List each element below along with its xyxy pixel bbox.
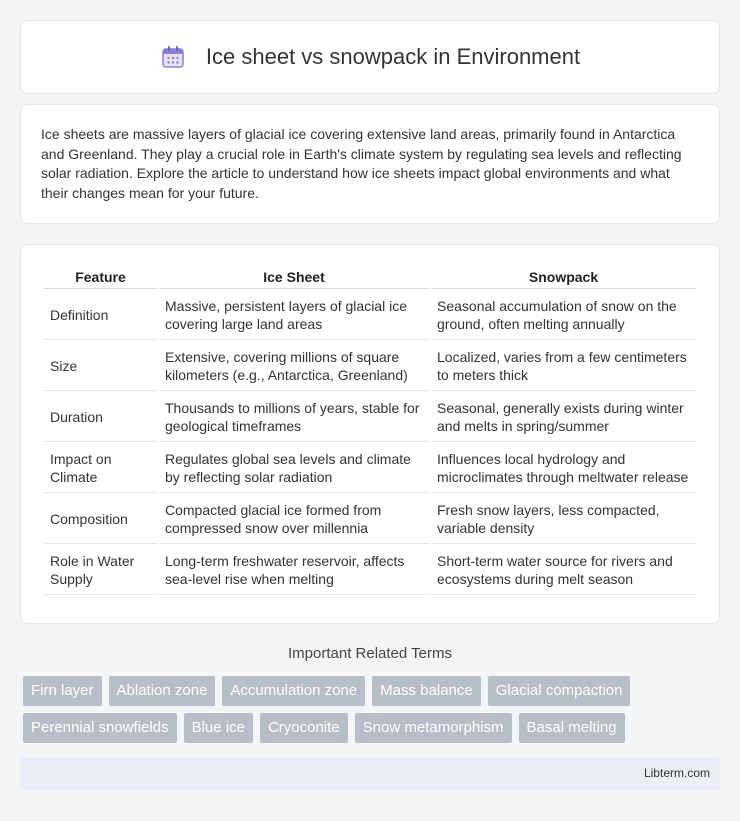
- table-cell: Composition: [44, 495, 157, 544]
- table-cell: Impact on Climate: [44, 444, 157, 493]
- related-terms-list: [23, 676, 723, 743]
- table-cell: Seasonal accumulation of snow on the ground, often melting annually: [431, 291, 696, 340]
- related-term-tag[interactable]: Cryoconite: [260, 713, 348, 743]
- table-cell: Influences local hydrology and microclimates through meltwater release: [431, 444, 696, 493]
- footer: [20, 757, 720, 790]
- table-row: [44, 291, 696, 340]
- table-row: [44, 393, 696, 442]
- table-cell: Long-term freshwater reservoir, affects sea-level rise when melting: [159, 546, 429, 595]
- calendar-icon: [160, 44, 186, 70]
- table-row: [44, 444, 696, 493]
- table-cell: Definition: [44, 291, 157, 340]
- related-terms-title: Important Related Terms: [288, 645, 452, 662]
- table-cell: Fresh snow layers, less compacted, variable density: [431, 495, 696, 544]
- comparison-card: [20, 244, 720, 624]
- footer-site-link[interactable]: Libterm.com: [643, 766, 710, 780]
- related-term-tag[interactable]: Glacial compaction: [488, 676, 631, 706]
- table-row: [44, 495, 696, 544]
- page-title: Ice sheet vs snowpack in Environment: [205, 44, 581, 69]
- table-cell: Compacted glacial ice formed from compressed snow over millennia: [159, 495, 429, 544]
- table-header-row: [44, 267, 696, 289]
- table-cell: Thousands to millions of years, stable for geological timeframes: [159, 393, 429, 442]
- table-cell: Seasonal, generally exists during winter and melts in spring/summer: [431, 393, 696, 442]
- table-cell: Massive, persistent layers of glacial ice covering large land areas: [159, 291, 429, 340]
- intro-card: [20, 104, 720, 224]
- table-cell: Role in Water Supply: [44, 546, 157, 595]
- table-cell: Regulates global sea levels and climate by reflecting solar radiation: [159, 444, 429, 493]
- table-row: [44, 342, 696, 391]
- comparison-table: [42, 265, 698, 597]
- related-term-tag[interactable]: Mass balance: [372, 676, 481, 706]
- related-term-tag[interactable]: Accumulation zone: [222, 676, 365, 706]
- column-header: Ice Sheet: [159, 267, 429, 289]
- column-header: Snowpack: [431, 267, 696, 289]
- table-cell: Short-term water source for rivers and ecosystems during melt season: [431, 546, 696, 595]
- related-term-tag[interactable]: Ablation zone: [109, 676, 216, 706]
- table-row: [44, 546, 696, 595]
- related-term-tag[interactable]: Firn layer: [23, 676, 102, 706]
- related-term-tag[interactable]: Snow metamorphism: [355, 713, 512, 743]
- column-header: Feature: [44, 267, 157, 289]
- table-cell: Duration: [44, 393, 157, 442]
- related-term-tag[interactable]: Perennial snowfields: [23, 713, 177, 743]
- table-cell: Extensive, covering millions of square kilometers (e.g., Antarctica, Greenland): [159, 342, 429, 391]
- table-cell: Localized, varies from a few centimeters to meters thick: [431, 342, 696, 391]
- header-card: [20, 20, 720, 94]
- table-cell: Size: [44, 342, 157, 391]
- related-term-tag[interactable]: Basal melting: [519, 713, 625, 743]
- intro-text: Ice sheets are massive layers of glacial ice covering extensive land areas, primarily found in Antarctica and Greenland. They play a crucial role in Earth's climate system by regulating sea levels and reflecting solar radiation. Explore the article to understand how ice sheets impact global environments and what their changes mean for your future.: [41, 126, 682, 201]
- related-term-tag[interactable]: Blue ice: [184, 713, 253, 743]
